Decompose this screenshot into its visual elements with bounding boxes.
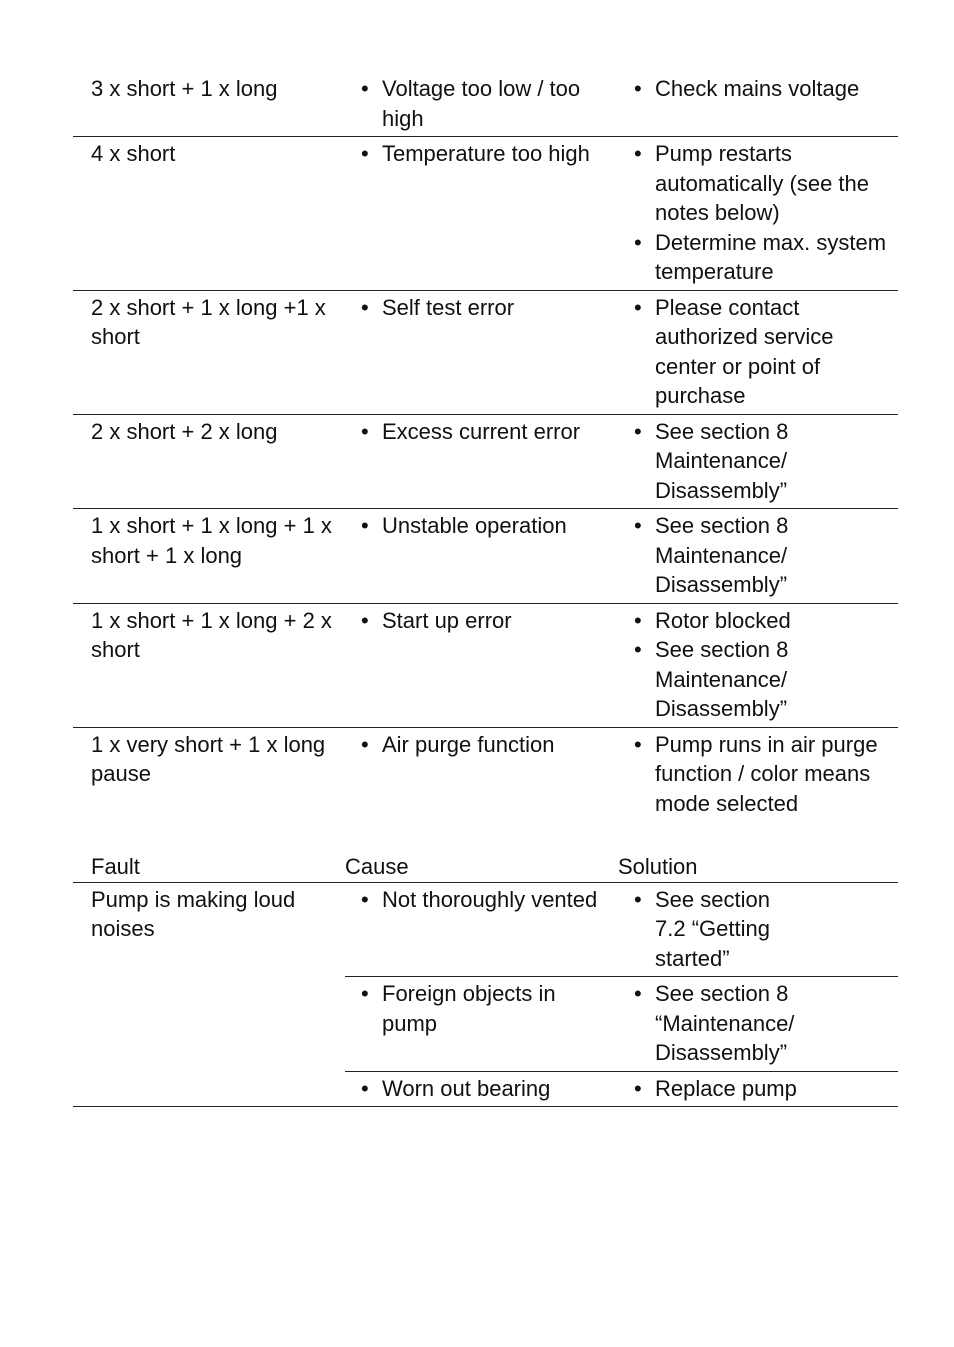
- list-item: • Please contact authorized service center or point of purchase: [634, 294, 834, 408]
- cause-cell: [345, 509, 618, 604]
- solution-cell: [618, 603, 898, 727]
- fault-cell: 4 x short: [73, 137, 345, 291]
- solution-cell: [618, 977, 898, 1072]
- solution-cell: [618, 414, 898, 509]
- list-item: • Voltage too low / too high: [361, 76, 581, 131]
- fault-cell: Pump is making loud noises: [73, 882, 345, 1107]
- cause-cell: [345, 137, 618, 291]
- table-header-row: [73, 850, 898, 882]
- cause-cell: [345, 72, 618, 137]
- list-item: • Self test error: [361, 294, 515, 320]
- fault-cell: 1 x very short + 1 x long pause: [73, 727, 345, 821]
- noise-troubleshooting-table: [73, 850, 898, 1107]
- cause-cell: [345, 727, 618, 821]
- table-row: [73, 603, 898, 727]
- fault-cell: 3 x short + 1 x long: [91, 76, 278, 101]
- solution-cell: [618, 72, 898, 137]
- cause-cell: [345, 603, 618, 727]
- cause-cell: [345, 882, 618, 977]
- header-solution: Solution: [618, 850, 898, 882]
- list-item: • Unstable operation: [361, 513, 567, 538]
- fault-cell: 2 x short + 1 x long +1 x short: [73, 290, 345, 414]
- list-item: • Excess current error: [361, 418, 581, 444]
- list-item: • Start up error: [361, 607, 512, 633]
- table-row: [73, 290, 898, 414]
- solution-cell: [618, 290, 898, 414]
- list-item: • Not thoroughly vented: [361, 886, 598, 912]
- list-item: • See section 7.2 “Getting started”: [634, 886, 770, 971]
- table-row: [73, 882, 898, 977]
- list-item: • Check mains voltage: [634, 76, 860, 101]
- solution-cell: [618, 727, 898, 821]
- header-cause: Cause: [345, 850, 618, 882]
- cause-cell: [345, 414, 618, 509]
- fault-code-table: [73, 72, 898, 821]
- cause-cell: [345, 977, 618, 1072]
- list-item: • Determine max. system temperature: [634, 229, 887, 284]
- table-row: [73, 72, 898, 137]
- solution-cell: [618, 137, 898, 291]
- fault-cell: 2 x short + 2 x long: [73, 414, 345, 509]
- list-item: • Worn out bearing: [361, 1075, 551, 1101]
- list-item: • See section 8 Maintenance/ Disassembly”: [634, 418, 789, 503]
- header-fault: Fault: [73, 850, 345, 882]
- solution-cell: [618, 509, 898, 604]
- fault-cell: 1 x short + 1 x long + 2 x short: [73, 603, 345, 727]
- cause-cell: [345, 290, 618, 414]
- table-row: [73, 727, 898, 821]
- list-item: • Rotor blocked: [634, 607, 791, 633]
- fault-cell: 1 x short + 1 x long + 1 x short + 1 x long: [73, 509, 345, 604]
- table-row: [73, 137, 898, 291]
- cause-cell: [345, 1071, 618, 1107]
- list-item: • Replace pump: [634, 1075, 797, 1101]
- solution-cell: [618, 882, 898, 977]
- list-item: • Air purge function: [361, 731, 555, 757]
- table-row: [73, 414, 898, 509]
- list-item: • See section 8 Maintenance/ Disassembly”: [634, 513, 789, 597]
- list-item: • See section 8 Maintenance/ Disassembly”: [634, 637, 789, 721]
- list-item: • See section 8 “Maintenance/ Disassembly”: [634, 981, 795, 1065]
- list-item: • Pump restarts automatically (see the notes below): [634, 141, 869, 225]
- list-item: • Foreign objects in pump: [361, 981, 556, 1036]
- list-item: • Pump runs in air purge function / color means mode selected: [634, 731, 878, 816]
- solution-cell: [618, 1071, 898, 1107]
- list-item: • Temperature too high: [361, 141, 590, 166]
- table-row: [73, 509, 898, 604]
